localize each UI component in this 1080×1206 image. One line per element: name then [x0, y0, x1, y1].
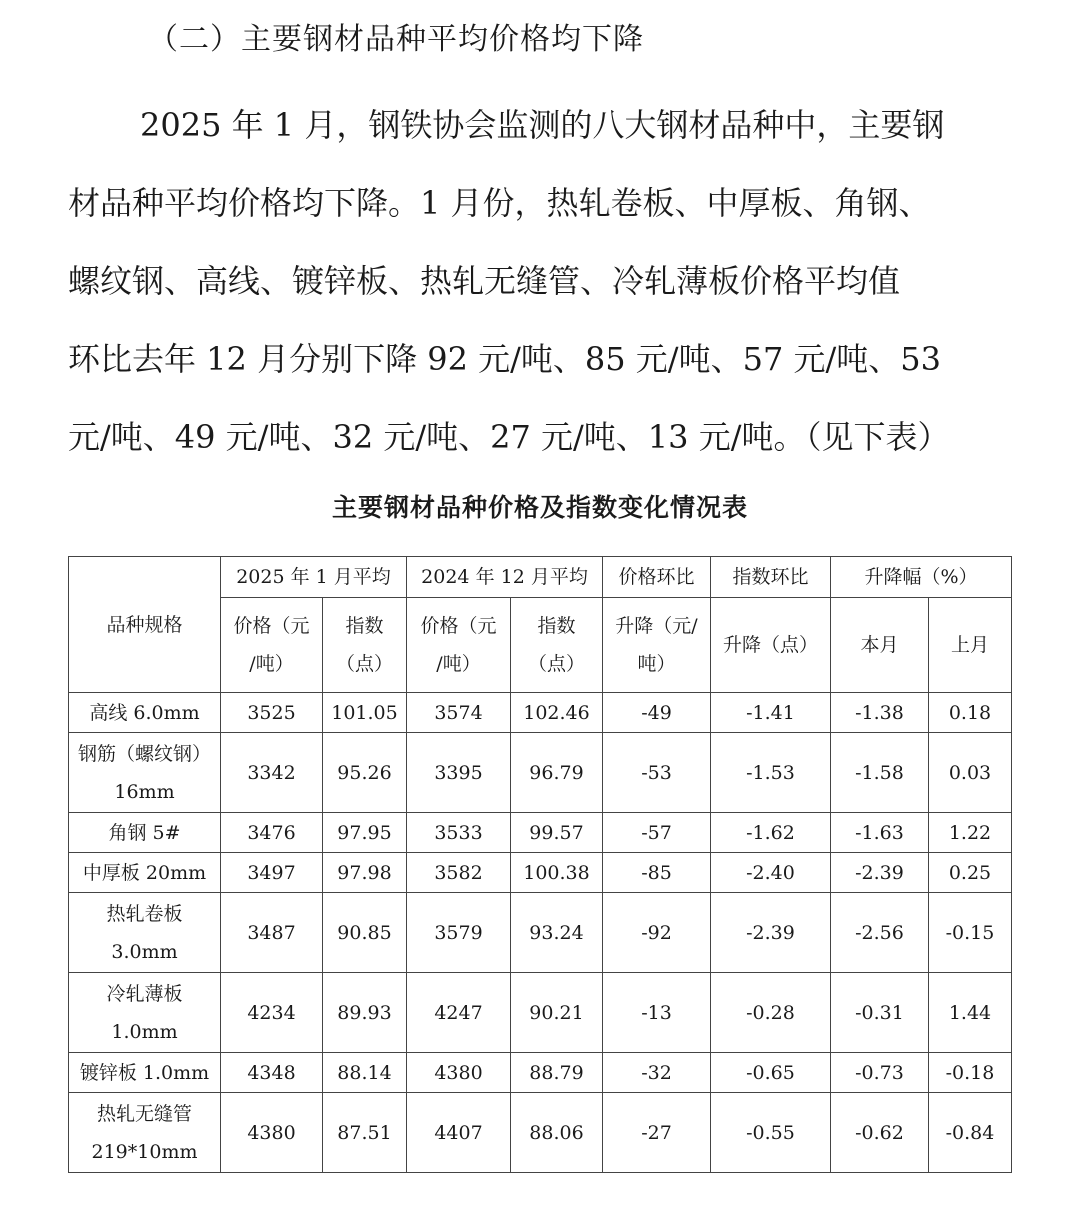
header-index-dec-b: （点） [527, 653, 585, 675]
cell-variety [69, 693, 221, 733]
variety-line: 钢筋（螺纹钢） [77, 742, 211, 765]
header-price-jan-a: 价格（元 [233, 615, 310, 637]
cell-price-jan: 3487 [221, 893, 323, 973]
variety-line: 3.0mm [111, 940, 178, 963]
cell-this-month: -2.56 [831, 893, 929, 973]
cell-index-mom: -0.65 [711, 1053, 831, 1093]
header-price-dec-a: 价格（元 [420, 615, 497, 637]
cell-this-month: -0.62 [831, 1093, 929, 1173]
cell-index-dec: 100.38 [511, 853, 603, 893]
cell-index-jan: 97.98 [323, 853, 407, 893]
cell-index-jan: 90.85 [323, 893, 407, 973]
cell-last-month: -0.18 [929, 1053, 1012, 1093]
table-body [69, 693, 1012, 1173]
header-price-mom: 价格环比 [603, 557, 711, 598]
cell-price-mom: -32 [603, 1053, 711, 1093]
header-variety: 品种规格 [69, 557, 221, 693]
table-row [69, 733, 1012, 813]
cell-last-month: 1.22 [929, 813, 1012, 853]
table-row [69, 893, 1012, 973]
cell-price-dec: 3574 [407, 693, 511, 733]
cell-index-dec: 102.46 [511, 693, 603, 733]
cell-price-mom: -49 [603, 693, 711, 733]
variety-line: 中厚板 20mm [82, 861, 207, 884]
header-index-dec [511, 598, 603, 693]
table-row [69, 853, 1012, 893]
cell-price-jan: 3497 [221, 853, 323, 893]
cell-price-jan: 4380 [221, 1093, 323, 1173]
cell-variety [69, 853, 221, 893]
variety-line: 16mm [114, 780, 175, 803]
header-last-month: 上月 [929, 598, 1012, 693]
cell-index-mom: -0.55 [711, 1093, 831, 1173]
cell-index-jan: 87.51 [323, 1093, 407, 1173]
cell-this-month: -1.63 [831, 813, 929, 853]
cell-index-mom: -1.41 [711, 693, 831, 733]
header-index-dec-a: 指数 [537, 615, 576, 637]
section-heading: （二）主要钢材品种平均价格均下降 [148, 22, 644, 57]
steel-price-table [68, 556, 1012, 1173]
cell-index-dec: 96.79 [511, 733, 603, 813]
cell-index-dec: 88.79 [511, 1053, 603, 1093]
table-row [69, 1093, 1012, 1173]
header-rise-yuan-a: 升降（元/ [615, 615, 698, 637]
cell-price-jan: 4348 [221, 1053, 323, 1093]
cell-variety [69, 1053, 221, 1093]
cell-last-month: 0.18 [929, 693, 1012, 733]
header-index-jan-b: （点） [335, 653, 393, 675]
cell-index-mom: -2.39 [711, 893, 831, 973]
cell-price-jan: 3525 [221, 693, 323, 733]
cell-this-month: -2.39 [831, 853, 929, 893]
paragraph-line-2: 材品种平均价格均下降。1 月份，热轧卷板、中厚板、角钢、 [68, 184, 931, 222]
header-index-jan-a: 指数 [345, 615, 384, 637]
header-index-mom: 指数环比 [711, 557, 831, 598]
variety-line: 219*10mm [91, 1140, 198, 1163]
cell-index-dec: 99.57 [511, 813, 603, 853]
cell-price-dec: 4247 [407, 973, 511, 1053]
table-row [69, 813, 1012, 853]
cell-price-mom: -27 [603, 1093, 711, 1173]
variety-line: 1.0mm [111, 1020, 178, 1043]
cell-index-mom: -1.62 [711, 813, 831, 853]
cell-this-month: -1.58 [831, 733, 929, 813]
cell-index-dec: 93.24 [511, 893, 603, 973]
cell-index-jan: 95.26 [323, 733, 407, 813]
cell-index-jan: 97.95 [323, 813, 407, 853]
cell-index-jan: 89.93 [323, 973, 407, 1053]
table-row [69, 693, 1012, 733]
header-rise-points: 升降（点） [711, 598, 831, 693]
cell-price-mom: -92 [603, 893, 711, 973]
variety-line: 角钢 5# [108, 821, 181, 844]
cell-price-jan: 3476 [221, 813, 323, 853]
cell-variety [69, 893, 221, 973]
cell-price-mom: -13 [603, 973, 711, 1053]
cell-index-mom: -1.53 [711, 733, 831, 813]
cell-this-month: -0.31 [831, 973, 929, 1053]
cell-index-jan: 88.14 [323, 1053, 407, 1093]
variety-line: 镀锌板 1.0mm [79, 1061, 210, 1084]
cell-index-mom: -0.28 [711, 973, 831, 1053]
cell-price-jan: 3342 [221, 733, 323, 813]
variety-line: 冷轧薄板 [106, 982, 183, 1005]
cell-last-month: 1.44 [929, 973, 1012, 1053]
cell-variety [69, 733, 221, 813]
table-row [69, 973, 1012, 1053]
cell-price-dec: 3582 [407, 853, 511, 893]
header-rise-yuan-b: 吨） [637, 653, 676, 675]
header-price-jan-b: /吨） [249, 653, 294, 675]
paragraph-line-1: 2025 年 1 月，钢铁协会监测的八大钢材品种中，主要钢 [140, 106, 945, 144]
paragraph-line-4: 环比去年 12 月分别下降 92 元/吨、85 元/吨、57 元/吨、53 [68, 340, 941, 378]
header-rise-yuan [603, 598, 711, 693]
variety-line: 热轧卷板 [106, 902, 183, 925]
cell-this-month: -1.38 [831, 693, 929, 733]
variety-line: 热轧无缝管 [96, 1102, 192, 1125]
cell-price-mom: -53 [603, 733, 711, 813]
cell-price-dec: 3533 [407, 813, 511, 853]
cell-index-dec: 88.06 [511, 1093, 603, 1173]
paragraph-line-5: 元/吨、49 元/吨、32 元/吨、27 元/吨、13 元/吨。（见下表） [68, 418, 950, 456]
cell-index-mom: -2.40 [711, 853, 831, 893]
header-price-jan [221, 598, 323, 693]
cell-price-mom: -57 [603, 813, 711, 853]
header-dec-2024: 2024 年 12 月平均 [407, 557, 603, 598]
cell-variety [69, 813, 221, 853]
cell-last-month: -0.84 [929, 1093, 1012, 1173]
header-row-1 [69, 557, 1012, 598]
cell-price-dec: 4380 [407, 1053, 511, 1093]
header-price-dec-b: /吨） [436, 653, 481, 675]
header-price-dec [407, 598, 511, 693]
cell-price-dec: 3395 [407, 733, 511, 813]
paragraph-line-3: 螺纹钢、高线、镀锌板、热轧无缝管、冷轧薄板价格平均值 [68, 262, 901, 300]
cell-variety [69, 973, 221, 1053]
header-change-pct: 升降幅（%） [831, 557, 1012, 598]
variety-line: 高线 6.0mm [89, 701, 200, 724]
cell-last-month: 0.25 [929, 853, 1012, 893]
cell-price-dec: 4407 [407, 1093, 511, 1173]
cell-variety [69, 1093, 221, 1173]
cell-price-mom: -85 [603, 853, 711, 893]
cell-index-jan: 101.05 [323, 693, 407, 733]
table-row [69, 1053, 1012, 1093]
header-this-month: 本月 [831, 598, 929, 693]
cell-index-dec: 90.21 [511, 973, 603, 1053]
cell-last-month: 0.03 [929, 733, 1012, 813]
cell-price-jan: 4234 [221, 973, 323, 1053]
cell-this-month: -0.73 [831, 1053, 929, 1093]
cell-price-dec: 3579 [407, 893, 511, 973]
header-index-jan [323, 598, 407, 693]
table-title: 主要钢材品种价格及指数变化情况表 [331, 493, 748, 522]
cell-last-month: -0.15 [929, 893, 1012, 973]
header-jan-2025: 2025 年 1 月平均 [221, 557, 407, 598]
